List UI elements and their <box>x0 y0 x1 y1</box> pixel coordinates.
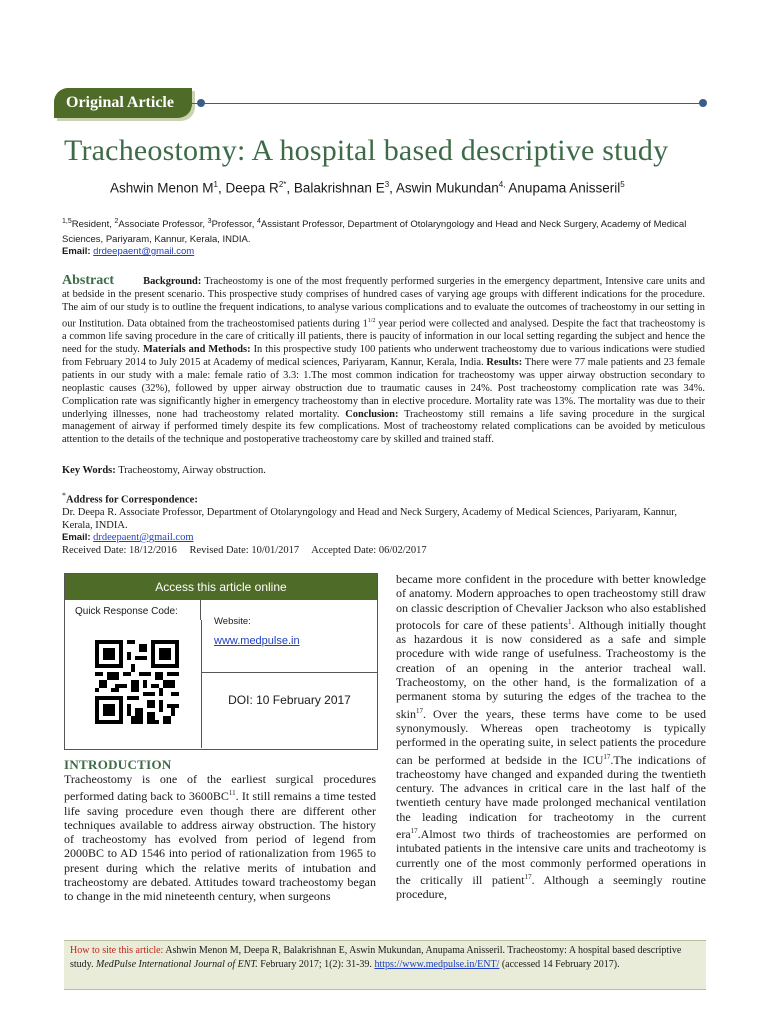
abstract-heading: Abstract <box>62 273 115 288</box>
article-title: Tracheostomy: A hospital based descriptive study <box>64 134 669 167</box>
author-email: Email: drdeepaent@gmail.com <box>62 246 195 257</box>
author-name: Anupama Anisseril <box>508 180 621 196</box>
citation-box: How to site this article: Ashwin Menon M, Deepa R, Balakrishnan E, Aswin Mukundan, Anupama Anisseril. Tracheostomy: A hospital based descriptive study. MedPulse International Journal of ENT. February 2017; 1(2): 31-39. https://www.medpulse.in/ENT/ (accessed 14 February 2017). <box>64 940 706 990</box>
correspondence-email-link[interactable]: drdeepaent@gmail.com <box>93 532 194 543</box>
website-link[interactable]: www.medpulse.in <box>214 635 300 647</box>
author-list: Ashwin Menon $M^1$, Deepa $R^{2*}$, Balakrishnan $E^3$, Aswin Mukundan$^{4,}$ Anupama Anisseril$^5$ <box>110 180 625 196</box>
qr-label: Quick Response Code: <box>65 600 201 620</box>
qr-code-icon[interactable] <box>95 640 179 724</box>
access-online-box <box>64 573 378 750</box>
abstract: Abstract Background: Tracheostomy is one of the most frequently performed surgeries in the emergency department, Intensive care units and at bedside in the present scenario. This prospective study comprises of hundred cases of varying age groups with different indications for the procedure. The aim of our study is to outline the frequent indications, to analyse various complications and to evaluate the outcomes of tracheostomy in our setting in our Institution. Data obtained from the tracheostomised patients during $1^{1/2}$ year period were collected and analysed. Despite the fact that tracheostomy is a common life saving procedure in the care of critically ill patients, there is paucity of information in our local setting regarding the subject and hence the need for the study. Materials and Methods: In this prospective study 100 patients who underwent tracheostomy due to various indications were studied from February 2014 to July 2015 at Academy of medical sciences, Pariyaram, Kannur, Kerala, India. Results: There were 77 male patients and 23 female patients in our study with a male: female ratio of 3.3: 1.The most common indication for tracheostomy was upper airway obstruction secondary to neoplastic causes (32%), followed by upper airway obstruction due to traumatic causes in 24%. Post tracheostomy complication rate was 34%. Complication rate was significantly higher in emergency tracheostomy than in elective procedure. Mortality rate was 13%. The mortality was due to their underlying illnesses, none had tracheostomy related mortality. Conclusion: Tracheostomy still remains a life saving procedure in the surgical management of airway if performed timely despite its few complications. Most of tracheostomy related complications can be avoided by meticulous attention to the details of the technique and postoperative tracheostomy care by skilled and trained staff. <box>62 273 705 446</box>
author-name: Deepa R <box>225 180 279 196</box>
author-name: Ashwin Menon M <box>110 180 214 196</box>
header-divider <box>192 103 702 104</box>
website-label: Website: <box>214 616 251 627</box>
article-type-badge: Original Article <box>54 88 192 118</box>
divider-dot-left <box>197 99 205 107</box>
doi: DOI: 10 February 2017 <box>228 693 351 707</box>
accepted-date: Accepted Date: 06/02/2017 <box>311 545 427 556</box>
article-dates <box>62 545 437 556</box>
citation-label: How to site this article: <box>70 945 164 956</box>
intro-left-column: Tracheostomy is one of the earliest surgical procedures performed dating back to 3600BC$^{11}$. It still remains a time tested life saving procedure even though there are different other techniques available to address airway obstruction. The history of tracheostomy has evolved from period of legend from 2000BC to AD 1546 into period of rationalization from 1965 to present during which the relative merits of intubation and tracheostomy are debated. Attitudes toward tracheostomy began to change in the mid nineteenth century, when surgeons <box>64 772 376 904</box>
received-date: Received Date: 18/12/2016 <box>62 545 177 556</box>
citation-url-link[interactable]: https://www.medpulse.in/ENT/ <box>374 958 500 970</box>
author-name: Balakrishnan E <box>293 180 385 196</box>
revised-date: Revised Date: 10/01/2017 <box>189 545 300 556</box>
introduction-heading: INTRODUCTION <box>64 757 172 772</box>
affiliations: $^{1,5}$Resident, $^2$Associate Professor, $^3$Professor, $^4$Assistant Professor, Department of Otolaryngology and Head and Neck Surgery, Academy of Medical Sciences, Pariyaram, Kannur, Kerala, INDIA. <box>62 218 687 246</box>
keywords: Key Words: Tracheostomy, Airway obstruction. <box>62 465 266 476</box>
access-box-heading: Access this article online <box>65 574 377 600</box>
author-name: Aswin Mukundan <box>395 180 499 196</box>
divider-dot-right <box>699 99 707 107</box>
email-link[interactable]: drdeepaent@gmail.com <box>93 246 195 257</box>
intro-right-column: became more confident in the procedure with better knowledge of anatomy. Modern approaches to open tracheostomy still draw on classic description of Chevalier Jackson who also established protocols for care of these patients$^1$. Although initially thought as hazardous it is now considered as a safe and simple procedure with wide range of usefulness. Tracheostomy is the creation of an opening in the anterior tracheal wall. Tracheostomy, on the other hand, is the formalization of a permanent stoma by suturing the edges of the trachea to the skin$^{17}$. Over the years, these terms have come to be used synonymously. Whereas open tracheotomy is typically performed in the operating suite, in select patients the procedure can be performed at bedside in the ICU$^{17}$.The indications of tracheostomy have changed and expanded during the twentieth century. The advances in critical care in the last half of the twentieth century have made prolonged mechanical ventilation the leading indication for tracheotomy in the current era$^{17}$.Almost two thirds of tracheostomies are performed on intubated patients in the intensive care units and tracheotomy is currently one of the most commonly performed operations in the critically ill patient$^{17}$. Although a seemingly routine procedure, <box>396 572 707 902</box>
website-cell <box>202 600 377 673</box>
correspondence: *Address for Correspondence: Dr. Deepa R. Associate Professor, Department of Otolaryngology and Head and Neck Surgery, Academy of Medical Sciences, Pariyaram, Kannur, Kerala, INDIA. Email: drdeepaent@gmail.com <box>62 491 677 543</box>
qr-cell <box>65 620 202 748</box>
